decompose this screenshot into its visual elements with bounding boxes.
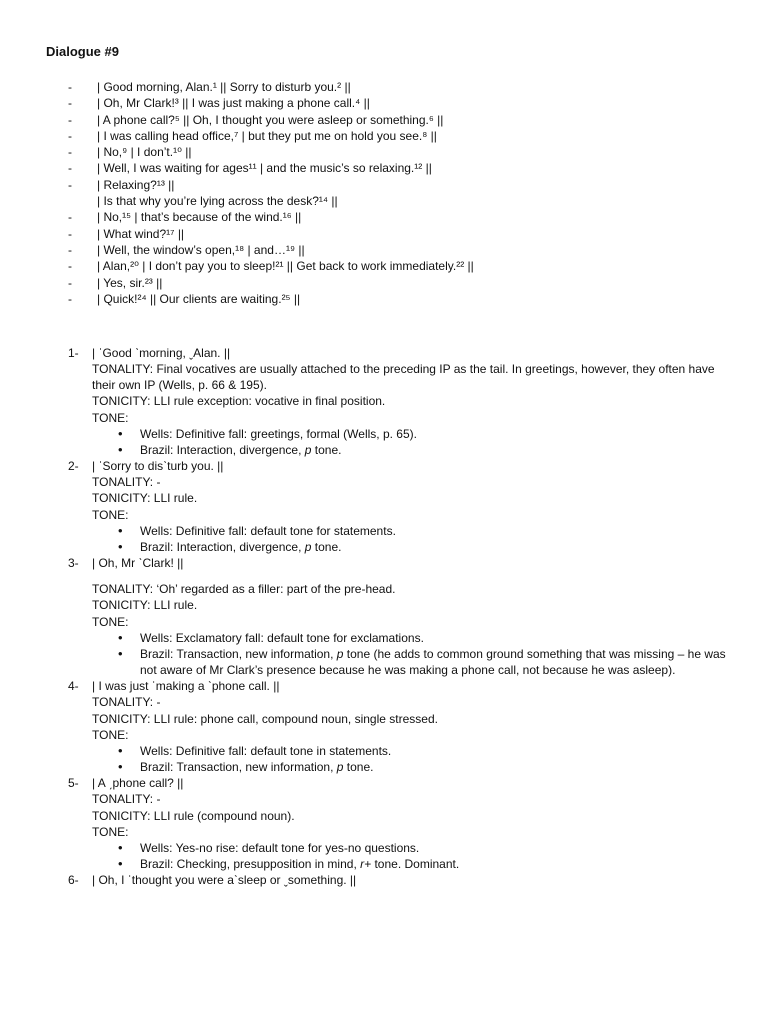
tone-list: [92, 523, 728, 555]
tone-list: [92, 426, 728, 458]
item-head: [68, 555, 728, 571]
dialogue-dash: -: [68, 226, 72, 241]
tonality-text: TONALITY: ‘Oh’ regarded as a filler: part of the pre-head.: [92, 582, 396, 597]
tonality-text: TONALITY: -: [92, 475, 161, 490]
tone-text: tone.: [311, 443, 342, 458]
tone-label: TONE:: [92, 507, 129, 522]
item-number: 4-: [68, 679, 79, 694]
item-head: [68, 458, 728, 474]
dialogue-text: | I was calling head office,⁷ | but they put me on hold you see.⁸ ||: [97, 128, 437, 143]
tonicity-text: TONICITY: LLI rule exception: vocative in final position.: [92, 394, 386, 409]
item-number: 6-: [68, 873, 79, 888]
dialogue-text: | No,¹⁵ | that’s because of the wind.¹⁶ ||: [97, 210, 302, 225]
item-analysis: [92, 791, 728, 872]
tone-label: TONE:: [92, 410, 129, 425]
tone-text: Brazil: Transaction, new information,: [140, 647, 337, 662]
tone-text: tone.: [343, 760, 374, 775]
tonality-text: TONALITY: Final vocatives are usually attached to the preceding IP as the tail. In greetings, however, they often have their own IP (Wells, p. 66 & 195).: [92, 362, 715, 393]
item-number: 3-: [68, 556, 79, 571]
dialogue-dash: -: [68, 242, 72, 257]
tone-text: Brazil: Transaction, new information,: [140, 760, 337, 775]
dialogue-transcript: [68, 79, 728, 307]
dialogue-text: | Quick!²⁴ || Our clients are waiting.²⁵ ||: [97, 291, 301, 306]
tonicity-text: TONICITY: LLI rule.: [92, 491, 198, 506]
item-analysis: [92, 361, 728, 458]
analysis-item: [68, 678, 728, 775]
page-title: Dialogue #9: [46, 44, 119, 59]
tonicity-text: TONICITY: LLI rule (compound noun).: [92, 808, 295, 823]
dialogue-line: [68, 144, 728, 160]
dialogue-dash: -: [68, 145, 72, 160]
dialogue-line: [68, 160, 728, 176]
item-number: 1-: [68, 346, 79, 360]
dialogue-line: [68, 79, 728, 95]
dialogue-line: [68, 291, 728, 307]
tone-text: Wells: Definitive fall: default tone in statements.: [140, 744, 392, 759]
tone-item: [140, 759, 728, 775]
dialogue-text: | What wind?¹⁷ ||: [97, 226, 185, 241]
tonicity-text: TONICITY: LLI rule.: [92, 598, 198, 613]
dialogue-dash: -: [68, 128, 72, 143]
tone-text: Wells: Yes-no rise: default tone for yes-no questions.: [140, 841, 420, 856]
item-transcription: | ˈSorry to disˋturb you. ||: [92, 459, 224, 474]
dialogue-dash: -: [68, 259, 72, 274]
dialogue-text: | Relaxing?¹³ ||: [97, 177, 175, 192]
dialogue-line: [68, 275, 728, 291]
dialogue-dash: -: [68, 161, 72, 176]
tone-label: TONE:: [92, 727, 129, 742]
tone-text: Brazil: Checking, presupposition in mind,: [140, 857, 361, 872]
dialogue-line: [68, 209, 728, 225]
item-analysis: [92, 474, 728, 555]
tone-symbol: p: [336, 647, 344, 662]
tone-symbol: p: [304, 443, 312, 458]
tone-label: TONE:: [92, 824, 129, 839]
dialogue-line: [68, 242, 728, 258]
tone-text: Wells: Definitive fall: greetings, formal (Wells, p. 65).: [140, 426, 417, 441]
tone-item: [140, 426, 728, 442]
tone-symbol: p: [336, 760, 344, 775]
tonality-text: TONALITY: -: [92, 695, 161, 710]
dialogue-text: | Well, the window’s open,¹⁸ | and…¹⁹ ||: [97, 242, 305, 257]
dialogue-dash: -: [68, 210, 72, 225]
dialogue-text: | Alan,²⁰ | I don’t pay you to sleep!²¹ || Get back to work immediately.²² ||: [97, 259, 474, 274]
item-transcription: | I was just ˈmaking a ˋphone call. ||: [92, 679, 280, 694]
analysis-item: [68, 345, 728, 458]
dialogue-text: | Yes, sir.²³ ||: [97, 275, 163, 290]
tone-item: [140, 523, 728, 539]
tone-text: Wells: Exclamatory fall: default tone for exclamations.: [140, 630, 424, 645]
tonality-text: TONALITY: -: [92, 792, 161, 807]
dialogue-text: | Is that why you’re lying across the desk?¹⁴ ||: [97, 194, 338, 209]
spacer: [92, 571, 728, 581]
tone-symbol: r+: [360, 857, 372, 872]
tone-list: [92, 840, 728, 872]
dialogue-text: | A phone call?⁵ || Oh, I thought you were asleep or something.⁶ ||: [97, 112, 444, 127]
tone-item: [140, 856, 728, 872]
tone-item: [140, 630, 728, 646]
tone-text: Wells: Definitive fall: default tone for statements.: [140, 523, 396, 538]
tone-item: [140, 840, 728, 856]
analysis-item: [68, 458, 728, 555]
item-transcription: | ˈGood ˋmorning, ˬAlan. ||: [92, 346, 231, 360]
dialogue-line: [68, 258, 728, 274]
dialogue-dash: -: [68, 112, 72, 127]
tone-text: tone (he adds to common ground something that was missing – he was not aware of Mr Clark’s presence because he was making a phone call, not because he was asleep).: [140, 647, 726, 678]
item-number: 2-: [68, 459, 79, 474]
dialogue-dash: -: [68, 291, 72, 306]
tone-item: [140, 442, 728, 458]
dialogue-dash: -: [68, 177, 72, 192]
item-head: [68, 775, 728, 791]
dialogue-line: [68, 95, 728, 111]
dialogue-dash: -: [68, 96, 72, 111]
tone-symbol: p: [304, 540, 312, 555]
dialogue-text: | Well, I was waiting for ages¹¹ | and the music’s so relaxing.¹² ||: [97, 161, 432, 176]
item-head: [68, 678, 728, 694]
item-number: 5-: [68, 776, 79, 791]
item-transcription: | Oh, Mr ˋClark! ||: [92, 556, 184, 571]
dialogue-dash: -: [68, 275, 72, 290]
tone-text: Brazil: Interaction, divergence,: [140, 443, 305, 458]
analysis-item: [68, 555, 728, 678]
tone-text: Brazil: Interaction, divergence,: [140, 540, 305, 555]
dialogue-line: [68, 193, 728, 209]
analysis-item: [68, 775, 728, 872]
item-transcription: | Oh, I ˈthought you were aˋsleep or ˬsomething. ||: [92, 873, 357, 888]
item-transcription: | A ˏphone call? ||: [92, 776, 184, 791]
item-head: [68, 872, 728, 888]
dialogue-line: [68, 112, 728, 128]
tone-item: [140, 646, 728, 678]
item-head: [68, 345, 728, 361]
item-analysis: [92, 694, 728, 775]
dialogue-text: | Oh, Mr Clark!³ || I was just making a phone call.⁴ ||: [97, 96, 370, 111]
tone-item: [140, 539, 728, 555]
dialogue-dash: -: [68, 80, 72, 94]
tone-text: tone.: [311, 540, 342, 555]
analysis-list: [68, 345, 728, 888]
dialogue-line: [68, 128, 728, 144]
dialogue-line: [68, 177, 728, 193]
item-analysis: [92, 571, 728, 678]
tone-item: [140, 743, 728, 759]
dialogue-text: | No,⁹ | I don’t.¹⁰ ||: [97, 145, 192, 160]
dialogue-text: | Good morning, Alan.¹ || Sorry to disturb you.² ||: [97, 80, 351, 94]
tone-list: [92, 630, 728, 679]
tone-label: TONE:: [92, 614, 129, 629]
tone-list: [92, 743, 728, 775]
tone-text: tone. Dominant.: [371, 857, 460, 872]
tonicity-text: TONICITY: LLI rule: phone call, compound noun, single stressed.: [92, 711, 438, 726]
dialogue-line: [68, 226, 728, 242]
